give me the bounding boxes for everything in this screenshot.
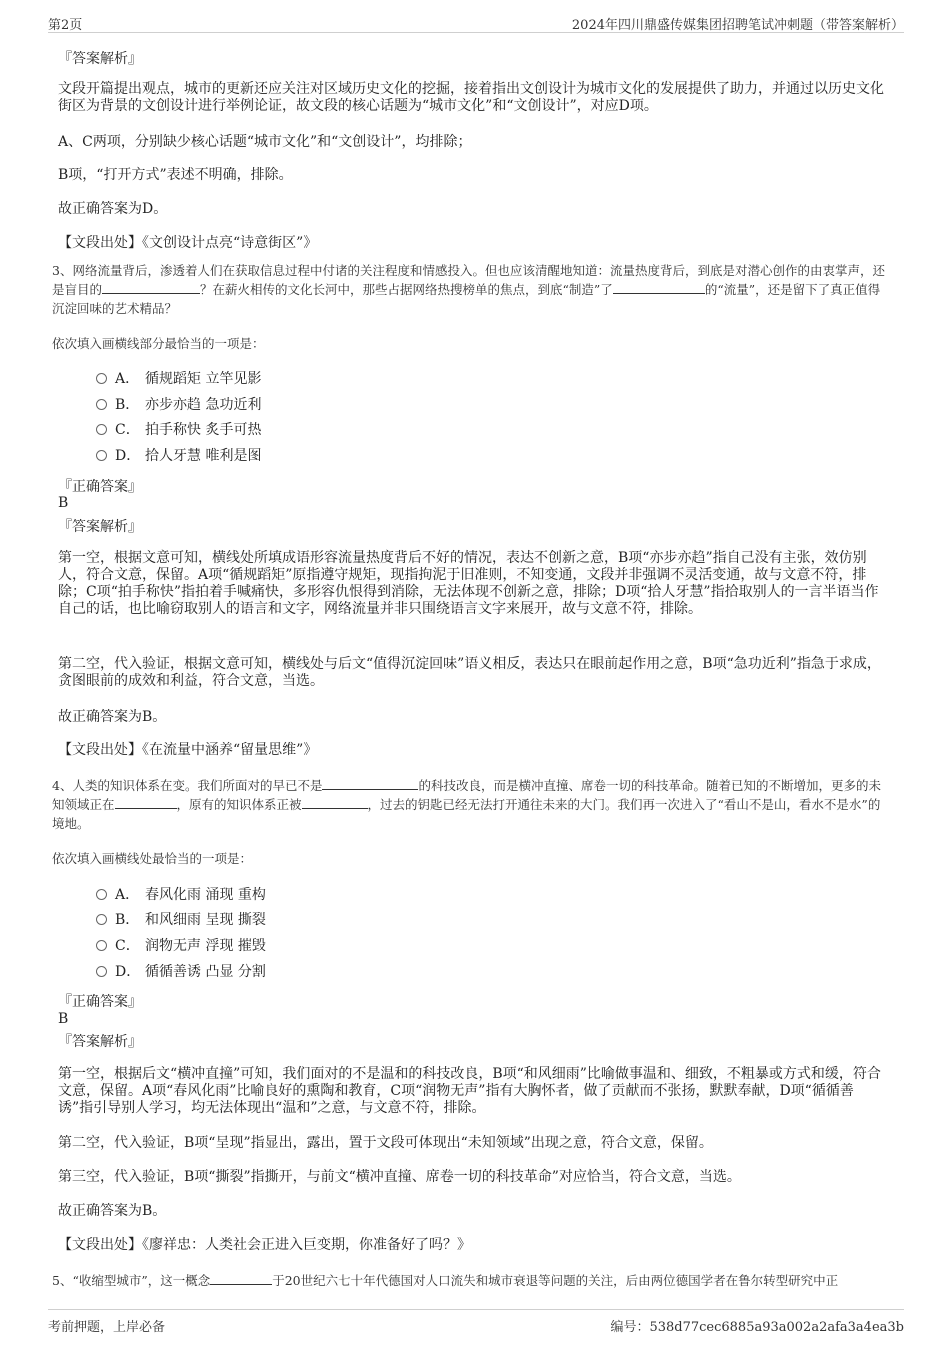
radio-icon[interactable] — [96, 373, 107, 384]
radio-icon[interactable] — [96, 450, 107, 461]
analysis-paragraph: 第二空，代入验证，根据文意可知，横线处与后文“值得沉淀回味”语义相反，表达只在眼前起作用之意，B项“急功近利”指急于求成，贪图眼前的成效和利益，符合文意，当选。 — [58, 656, 881, 689]
radio-icon[interactable] — [96, 424, 107, 435]
radio-icon[interactable] — [96, 966, 107, 977]
passage-source: 【文段出处】《在流量中涵养“留量思维”》 — [58, 742, 318, 758]
fill-blank — [210, 1272, 272, 1285]
radio-icon[interactable] — [96, 940, 107, 951]
option-d[interactable]: D． 拾人牙慧 唯利是图 — [96, 446, 261, 466]
question-stem: 4、人类的知识体系在变。我们所面对的早已不是 的科技改良，而是横冲直撞、席卷一切的科技革命。随着已知的不断增加，更多的未知领域正在 ，原有的知识体系正被 ，过去的钥匙已经无法打开通往未来的大门。我们再一次进入了“看山不是山，看水不是水”的境地。 — [52, 778, 881, 831]
document-id: 编号：538d77cec6885a93a002a2afa3a4ea3b — [610, 1320, 904, 1335]
analysis-paragraph: 第一空，根据文意可知，横线处所填成语形容流量热度背后不好的情况，表达不创新之意，B项“亦步亦趋”指自己没有主张，效仿别人，符合文意，保留。A项“循规蹈矩”原指遵守规矩，现指拘泥于旧准则，不知变通，文段并非强调不灵活变通，故与文意不符，排除；C项“拍手称快”指拍着手喊痛快，多形容仇恨得到消除，无法体现不创新之意，排除；D项“拾人牙慧”指拾取别人的一言半语当作自己的话，也比喻窃取别人的语言和文字，网络流量并非只围绕语言文字来展开，故与文意不符，排除。 — [58, 550, 879, 617]
footer-slogan: 考前押题，上岸必备 — [48, 1320, 166, 1335]
correct-answer-label: 『正确答案』 — [58, 994, 142, 1010]
option-d[interactable]: D． 循循善诱 凸显 分割 — [96, 962, 266, 982]
option-a[interactable]: A． 循规蹈矩 立竿见影 — [96, 369, 261, 389]
option-c[interactable]: C． 拍手称快 炙手可热 — [96, 420, 261, 440]
fill-blank — [115, 796, 177, 809]
answer-statement: 故正确答案为B。 — [58, 709, 167, 725]
document-title: 2024年四川鼎盛传媒集团招聘笔试冲刺题（带答案解析） — [571, 18, 904, 33]
answer-statement: 故正确答案为B。 — [58, 1203, 167, 1219]
analysis-label: 『答案解析』 — [58, 1034, 142, 1050]
passage-source: 【文段出处】《文创设计点亮“诗意街区”》 — [58, 235, 318, 251]
analysis-paragraph: 第三空，代入验证，B项“撕裂”指撕开，与前文“横冲直撞、席卷一切的科技革命”对应恰当，符合文意，当选。 — [58, 1169, 741, 1185]
option-c[interactable]: C． 润物无声 浮现 摧毁 — [96, 936, 266, 956]
analysis-paragraph: 第二空，代入验证，B项“呈现”指显出，露出，置于文段可体现出“未知领域”出现之意，符合文意，保留。 — [58, 1135, 713, 1151]
option-a[interactable]: A． 春风化雨 涌现 重构 — [96, 885, 266, 905]
analysis-paragraph: 第一空，根据后文“横冲直撞”可知，我们面对的不是温和的科技改良，B项“和风细雨”比喻做事温和、细致，不粗暴或方式和缓，符合文意，保留。A项“春风化雨”比喻良好的熏陶和教育，C项“润物无声”指有大胸怀者，做了贡献而不张扬，默默奉献，D项“循循善诱”指引导别人学习，均无法体现出“温和”之意，与文意不符，排除。 — [58, 1066, 881, 1116]
page-footer — [48, 1309, 904, 1336]
correct-answer: B — [58, 1011, 69, 1027]
fill-blank — [322, 777, 418, 790]
analysis-label: 『答案解析』 — [58, 51, 142, 67]
answer-statement: 故正确答案为D。 — [58, 201, 168, 217]
question-prompt: 依次填入画横线处最恰当的一项是： — [52, 851, 253, 866]
fill-blank — [302, 796, 368, 809]
radio-icon[interactable] — [96, 399, 107, 410]
question-prompt: 依次填入画横线部分最恰当的一项是： — [52, 336, 265, 351]
page-header — [48, 10, 904, 33]
option-b[interactable]: B． 和风细雨 呈现 撕裂 — [96, 910, 266, 930]
analysis-label: 『答案解析』 — [58, 519, 142, 535]
analysis-paragraph: A、C两项，分别缺少核心话题“城市文化”和“文创设计”，均排除； — [58, 134, 472, 150]
question-stem: 5、“收缩型城市”，这一概念 于20世纪六七十年代德国对人口流失和城市衰退等问题的关注，后由两位德国学者在鲁尔转型研究中正 — [52, 1273, 839, 1288]
radio-icon[interactable] — [96, 889, 107, 900]
radio-icon[interactable] — [96, 914, 107, 925]
fill-blank — [613, 281, 705, 294]
analysis-paragraph: 文段开篇提出观点，城市的更新还应关注对区域历史文化的挖掘，接着指出文创设计为城市文化的发展提供了助力，并通过以历史文化街区为背景的文创设计进行举例论证，故文段的核心话题为“城市文化”和“文创设计”，对应D项。 — [58, 81, 884, 114]
page-number: 第2页 — [48, 18, 83, 33]
option-b[interactable]: B． 亦步亦趋 急功近利 — [96, 395, 261, 415]
question-stem: 3、网络流量背后，渗透着人们在获取信息过程中付诸的关注程度和情感投入。但也应该清醒地知道：流量热度背后，到底是对潜心创作的由衷掌声，还是盲目的 ？在薪火相传的文化长河中，那些占据网络热搜榜单的焦点，到底“制造”了 的“流量”，还是留下了真正值得沉淀回味的艺术精品？ — [52, 263, 885, 316]
correct-answer-label: 『正确答案』 — [58, 479, 142, 495]
passage-source: 【文段出处】《廖祥忠：人类社会正进入巨变期，你准备好了吗？》 — [58, 1237, 471, 1253]
correct-answer: B — [58, 495, 69, 511]
fill-blank — [102, 281, 200, 294]
analysis-paragraph: B项，“打开方式”表述不明确，排除。 — [58, 167, 293, 183]
